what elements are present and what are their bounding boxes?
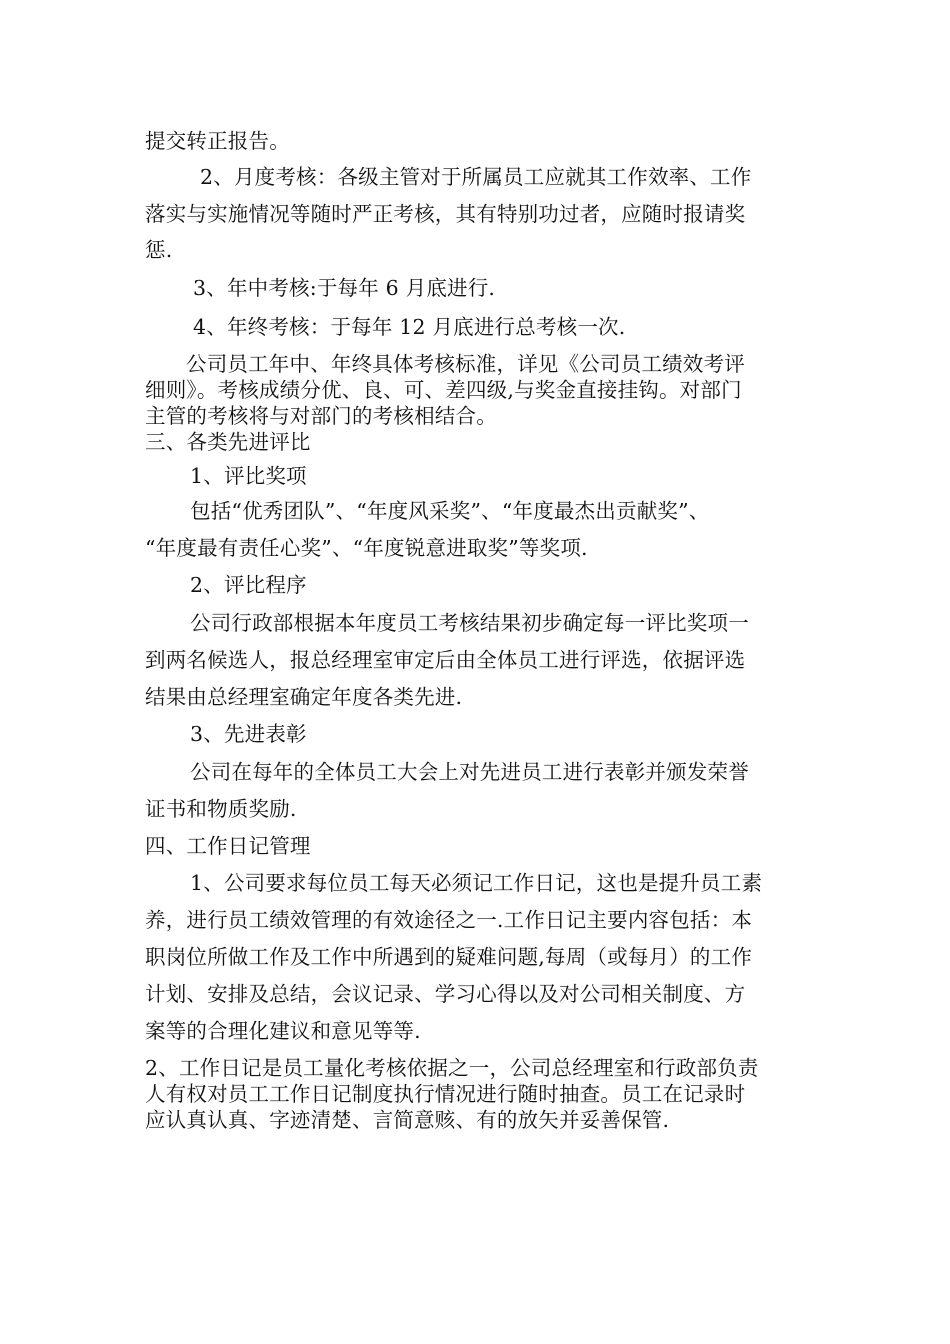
text-line: 2、月度考核：各级主管对于所属员工应就其工作效率、工作	[200, 165, 752, 189]
text-line: 惩.	[145, 238, 173, 262]
section-heading: 三、各类先进评比	[145, 430, 311, 454]
text-line: 公司在每年的全体员工大会上对先进员工进行表彰并颁发荣誉	[190, 760, 749, 784]
text-line: 4、年终考核：于每年 12 月底进行总考核一次.	[193, 315, 626, 339]
text-line: 证书和物质奖励.	[145, 797, 297, 821]
text-line: 职岗位所做工作及工作中所遇到的疑难问题,每周（或每月）的工作	[145, 945, 753, 969]
text-line: 案等的合理化建议和意见等等.	[145, 1019, 421, 1043]
text-line: 公司员工年中、年终具体考核标准，详见《公司员工绩效考评	[186, 352, 745, 376]
subheading: 3、先进表彰	[190, 722, 307, 746]
text-line: 2、工作日记是员工量化考核依据之一，公司总经理室和行政部负责	[145, 1056, 759, 1080]
text-line: 提交转正报告。	[145, 129, 290, 153]
text-line: 公司行政部根据本年度员工考核结果初步确定每一评比奖项一	[190, 611, 749, 635]
text-line: 结果由总经理室确定年度各类先进.	[145, 685, 463, 709]
text-line: 主管的考核将与对部门的考核相结合。	[145, 404, 497, 428]
text-line: 3、年中考核:于每年 6 月底进行.	[193, 276, 496, 300]
text-line: 细则》。考核成绩分优、良、可、差四级,与奖金直接挂钩。对部门	[145, 378, 742, 402]
subheading: 2、评比程序	[190, 573, 307, 597]
text-line: 应认真认真、字迹清楚、言简意赅、有的放矢并妥善保管.	[145, 1108, 670, 1132]
text-line: 人有权对员工工作日记制度执行情况进行随时抽查。员工在记录时	[145, 1082, 746, 1106]
subheading: 1、评比奖项	[190, 464, 307, 488]
text-line: 落实与实施情况等随时严正考核，其有特别功过者，应随时报请奖	[145, 202, 746, 226]
text-line: 包括“优秀团队”、“年度风采奖”、“年度最杰出贡献奖”、	[190, 499, 710, 523]
text-line: 到两名候选人，报总经理室审定后由全体员工进行评选，依据评选	[145, 648, 746, 672]
text-line: 计划、安排及总结，会议记录、学习心得以及对公司相关制度、方	[145, 982, 746, 1006]
section-heading: 四、工作日记管理	[145, 834, 311, 858]
text-line: “年度最有责任心奖”、“年度锐意进取奖”等奖项.	[145, 536, 588, 560]
text-line: 养，进行员工绩效管理的有效途径之一.工作日记主要内容包括：本	[145, 908, 753, 932]
text-line: 1、公司要求每位员工每天必须记工作日记，这也是提升员工素	[190, 871, 763, 895]
